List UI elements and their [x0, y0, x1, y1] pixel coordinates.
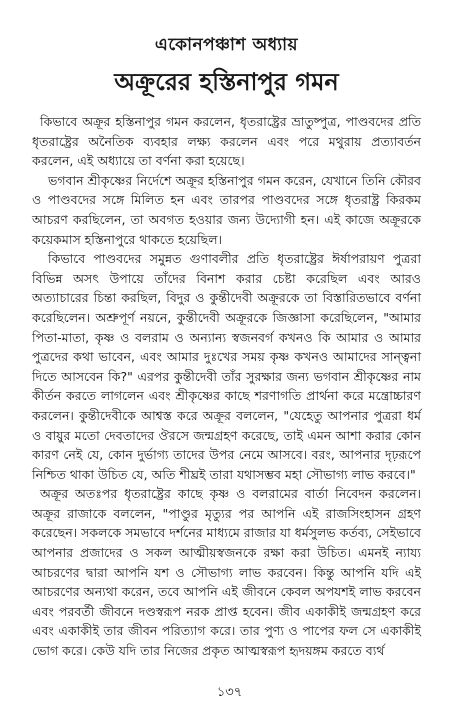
chapter-heading: একোনপঞ্চাশ অধ্যায় — [154, 35, 299, 55]
page-number: ১৩৭ — [216, 685, 243, 700]
paragraph-1: কিভাবে অক্রূর হস্তিনাপুর গমন করলেন, ধৃতরাষ্ট্রের ভ্রাতুষ্পুত্র, পাণ্ডবদের প্রতি ধৃতরাষ্ট্রের অনৈতিক ব্যবহার লক্ষ্য করলেন এবং পরে মথুরায় প্রত্যাবর্তন করলেন, এই অধ্যায়ে তা বর্ণনা করা হয়েছে। — [32, 114, 421, 169]
paragraph-3: কিভাবে পাণ্ডবদের সমুন্নত গুণাবলীর প্রতি ধৃতরাষ্ট্রের ঈর্ষাপরায়ণ পুত্ররা বিভিন্ন অসৎ উপায়ে তাঁদের বিনাশ করার চেষ্টা করেছিল এবং আরও অত্যাচারের চিন্তা করছিল, বিদুর ও কুন্তীদেবী অক্রূরকে তা বিস্তারিতভাবে বর্ণনা করেছিলেন। অশ্রুপূর্ণ নয়নে, কুন্তীদেবী অক্রূরকে জিজ্ঞাসা করেছিলেন, "আমার পিতা-মাতা, কৃষ্ণ ও বলরাম ও অন্যান্য স্বজনবর্গ কখনও কি আমার ও আমার পুত্রদের কথা ভাবেন, এবং আমার দুঃখের সময় কৃষ্ণ কখনও আমাদের সান্ত্বনা দিতে আসবেন কি?" এরপর কুন্তীদেবী তাঁর সুরক্ষার জন্য ভগবান শ্রীকৃষ্ণের নাম কীর্তন করতে লাগলেন এবং শ্রীকৃষ্ণের কাছে শরণাগতি প্রার্থনা করে মন্ত্রোচ্চারণ করলেন। কুন্তীদেবীকে আশ্বস্ত করে অক্রূর বললেন, "যেহেতু আপনার পুত্ররা ধর্ম ও বায়ুর মতো দেবতাদের ঔরসে জন্মগ্রহণ করেছে, তাই এমন আশা করার কোন কারণ নেই যে, কোন দুর্ভাগ্য তাদের উপর নেমে আসবে। বরং, আপনার দৃঢ়রূপে নিশ্চিত থাকা উচিত যে, অতি শীঘ্রই তারা যথাসম্ভব মহা সৌভাগ্য লাভ করবে।" — [32, 251, 421, 482]
paragraph-2: ভগবান শ্রীকৃষ্ণের নির্দেশে অক্রূর হস্তিনাপুর গমন করেন, যেখানে তিনি কৌরব ও পাণ্ডবদের সঙ্গে মিলিত হন এবং তারপর পাণ্ডবদের সঙ্গে ধৃতরাষ্ট্র কিরকম আচরণ করছিলেন, তা অবগত হওয়ার জন্য উদ্যোগী হন। এই কাজে অক্রূরকে কয়েকমাস হস্তিনাপুরে থাকতে হয়েছিল। — [32, 172, 421, 247]
paragraph-4: অক্রূর অতঃপর ধৃতরাষ্ট্রের কাছে কৃষ্ণ ও বলরামের বার্তা নিবেদন করলেন। অক্রূর রাজাকে বললেন, "পাণ্ডুর মৃত্যুর পর আপনি এই রাজসিংহাসন গ্রহণ করেছেন। সকলকে সমভাবে দর্শনের মাধ্যমে রাজার যা ধর্মসুলভ কর্তব্য, সেইভাবে আপনার প্রজাদের ও সকল আত্মীয়স্বজনকে রক্ষা করা উচিত। এমনই ন্যায্য আচরণের দ্বারা আপনি যশ ও সৌভাগ্য লাভ করবেন। কিন্তু আপনি যদি এই আচরণের অন্যথা করেন, তবে আপনি এই জীবনে কেবল অপযশই লাভ করবেন এবং পরবর্তী জীবনে দণ্ডস্বরূপ নরক প্রাপ্ত হবেন। জীব একাকীই জন্মগ্রহণ করে এবং একাকীই তার জীবন পরিত্যাগ করে। তার পুণ্য ও পাপের ফল সে একাকীই ভোগ করে। কেউ যদি তার নিজের প্রকৃত আত্মস্বরূপ হৃদয়ঙ্গম করতে ব্যর্থ — [32, 486, 421, 659]
chapter-title: অক্রূরের হস্তিনাপুর গমন — [114, 68, 339, 96]
